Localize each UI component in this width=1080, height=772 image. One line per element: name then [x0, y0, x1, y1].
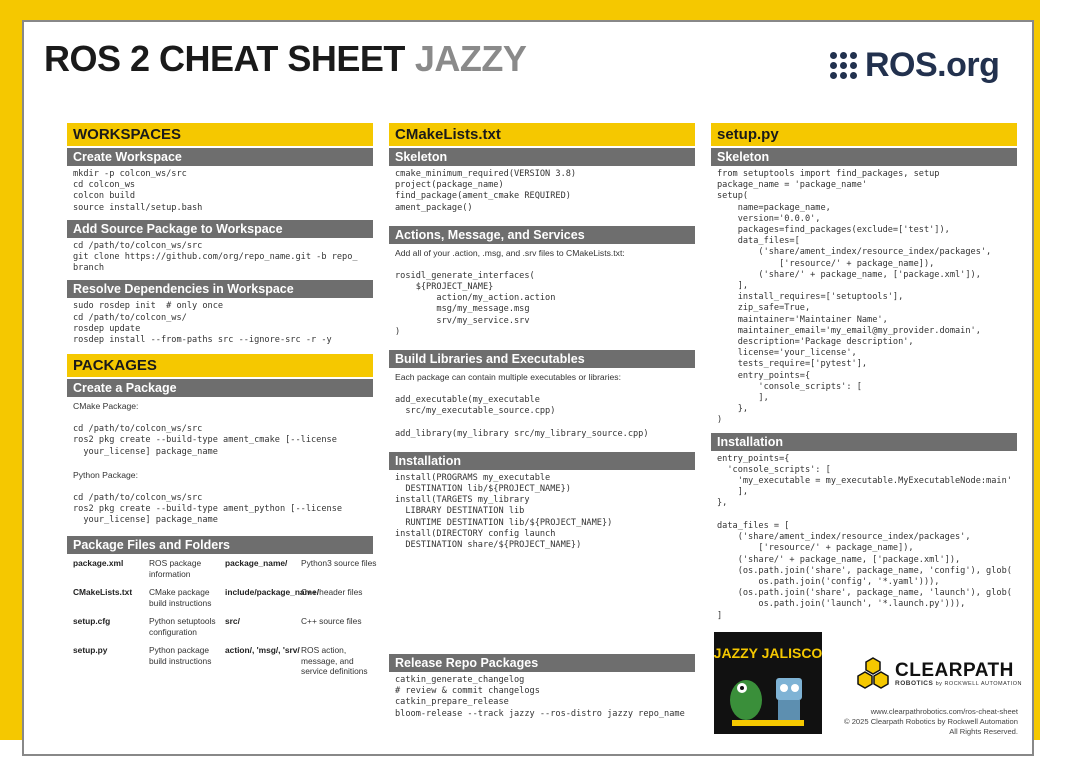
- table-cell: ROS action, message, and service definitions: [301, 645, 368, 677]
- code-cmake-package: cd /path/to/colcon_ws/src ros2 pkg create --build-type ament_cmake [--license your_license] package_name: [73, 424, 337, 457]
- section-packages: PACKAGES: [67, 354, 373, 377]
- code-build: add_executable(my_executable src/my_executable_source.cpp) add_library(my_library src/my_library_source.cpp): [395, 395, 649, 439]
- code-cmake-installation: install(PROGRAMS my_executable DESTINATION lib/${PROJECT_NAME}) install(TARGETS my_library LIBRARY DESTINATION lib RUNTIME DESTINATION lib/${PROJECT_NAME}) install(DIRECTORY config launch DESTINATION share/${PROJECT_NAME}): [395, 472, 613, 551]
- clearpath-hex-icon: [855, 656, 891, 692]
- subsection-setup-skeleton: Skeleton: [711, 148, 1017, 166]
- code-actions: rosidl_generate_interfaces( ${PROJECT_NAME} action/my_action.action msg/my_message.msg srv/my_service.srv ): [395, 270, 556, 337]
- table-cell: Python setuptools configuration: [149, 616, 216, 637]
- section-cmakelists: CMakeLists.txt: [389, 123, 695, 146]
- clearpath-robotics: ROBOTICS: [895, 679, 934, 687]
- subsection-create-package: Create a Package: [67, 379, 373, 397]
- subsection-cmake-installation: Installation: [389, 452, 695, 470]
- table-cell: package.xml: [73, 558, 124, 569]
- ros-logo[interactable]: [830, 46, 999, 85]
- table-cell: Python package build instructions: [149, 645, 212, 666]
- code-python-package: cd /path/to/colcon_ws/src ros2 pkg create --build-type ament_python [--license your_license] package_name: [73, 492, 343, 526]
- code-release: catkin_generate_changelog # review & commit changelogs catkin_prepare_release bloom-release --track jazzy --ros-distro jazzy repo_name: [395, 675, 685, 719]
- footer-copyright: © 2025 Clearpath Robotics by Rockwell Automation: [843, 717, 1018, 726]
- table-cell: src/: [225, 616, 240, 627]
- column-workspaces-packages: [67, 123, 377, 677]
- table-cell: Python3 source files: [301, 558, 377, 569]
- table-cell: CMake package build instructions: [149, 587, 212, 608]
- table-cell: package_name/: [225, 558, 288, 569]
- subsection-cmake-skeleton: Skeleton: [389, 148, 695, 166]
- subsection-add-source: Add Source Package to Workspace: [67, 220, 373, 238]
- subsection-create-workspace: Create Workspace: [67, 148, 373, 166]
- section-workspaces: WORKSPACES: [67, 123, 373, 146]
- code-add-source: cd /path/to/colcon_ws/src git clone https://github.com/org/repo_name.git -b repo_ branch: [73, 240, 358, 274]
- ros-dots-icon: [830, 52, 857, 79]
- section-setup-py: setup.py: [711, 123, 1017, 146]
- jazzy-logo-text: JAZZY JALISCO: [714, 645, 822, 661]
- clearpath-wordmark: CLEARPATH: [895, 659, 1014, 681]
- package-files-table: [67, 554, 377, 677]
- table-cell: C++ source files: [301, 616, 362, 627]
- title-text: ROS 2 CHEAT SHEET: [44, 38, 405, 79]
- ros-logo-text: ROS.org: [865, 46, 1000, 84]
- footer-rights: All Rights Reserved.: [949, 727, 1018, 736]
- column-cmakelists: [389, 123, 695, 555]
- build-description: Each package can contain multiple executables or libraries:: [395, 372, 621, 383]
- table-cell: include/package_name/: [225, 587, 320, 598]
- table-cell: C++ header files: [301, 587, 363, 598]
- code-resolve-deps: sudo rosdep init # only once cd /path/to/colcon_ws/ rosdep update rosdep install --from-paths src --ignore-src -r -y: [73, 301, 332, 346]
- footer: [844, 707, 1018, 737]
- python-package-label: Python Package:: [73, 469, 138, 480]
- table-cell: setup.cfg: [73, 616, 111, 627]
- column-setup-py: [711, 123, 1017, 626]
- page-title: [44, 38, 526, 80]
- table-cell: ROS package information: [149, 558, 202, 579]
- code-create-workspace: mkdir -p colcon_ws/src cd colcon_ws colcon build source install/setup.bash: [73, 169, 203, 213]
- subsection-resolve-deps: Resolve Dependencies in Workspace: [67, 280, 373, 298]
- column-release: [389, 652, 695, 724]
- clearpath-by: by ROCKWELL AUTOMATION: [935, 680, 1023, 687]
- subsection-actions: Actions, Message, and Services: [389, 226, 695, 244]
- subsection-package-files: Package Files and Folders: [67, 536, 373, 554]
- subsection-release: Release Repo Packages: [389, 654, 695, 672]
- table-cell: CMakeLists.txt: [73, 587, 133, 598]
- subsection-build-libraries: Build Libraries and Executables: [389, 350, 695, 368]
- title-distro: JAZZY: [414, 38, 527, 79]
- actions-description: Add all of your .action, .msg, and .srv files to CMakeLists.txt:: [395, 247, 625, 258]
- jazzy-jalisco-logo: [714, 632, 822, 734]
- cmake-package-label: CMake Package:: [73, 401, 139, 412]
- code-cmake-skeleton: cmake_minimum_required(VERSION 3.8) project(package_name) find_package(ament_cmake REQUIRED) ament_package(): [395, 169, 577, 213]
- code-setup-skeleton: from setuptools import find_packages, setup package_name = 'package_name' setup( name=package_name, version='0.0.0', packages=find_packages(exclude=['test']), data_files=[ ('share/ament_index/resource_index/packages', ['resource/' + package_name]), ('share/' + package_name, ['package.xml']), ], install_requires=['setuptools'], zip_safe=True, maintainer='Maintainer Name', maintainer_email='my_email@my_provider.domain', description='Package description', license='your_license', tests_require=['pytest'], entry_points={ 'console_scripts': [ ], }, ): [717, 169, 992, 426]
- code-setup-installation: entry_points={ 'console_scripts': [ 'my_executable = my_executable.MyExecutableNode:main' ], }, data_files = [ ('share/ament_index/resource_index/packages', ['resource/' + package_name]), ('share/' + package_name, ['package.xml']), (os.path.join('share', package_name, 'config'), glob( os.path.join('config', '*.yaml'))), (os.path.join('share', package_name, 'launch'), glob( os.path.join('launch', '*.launch.py'))), ]: [717, 453, 1012, 621]
- table-cell: action/, 'msg/, 'srv/: [225, 645, 300, 656]
- table-cell: setup.py: [73, 645, 108, 656]
- jazzy-illustration-icon: [714, 632, 822, 734]
- subsection-setup-installation: Installation: [711, 433, 1017, 451]
- footer-url[interactable]: www.clearpathrobotics.com/ros-cheat-sheet: [870, 707, 1018, 716]
- clearpath-logo[interactable]: [855, 656, 1022, 692]
